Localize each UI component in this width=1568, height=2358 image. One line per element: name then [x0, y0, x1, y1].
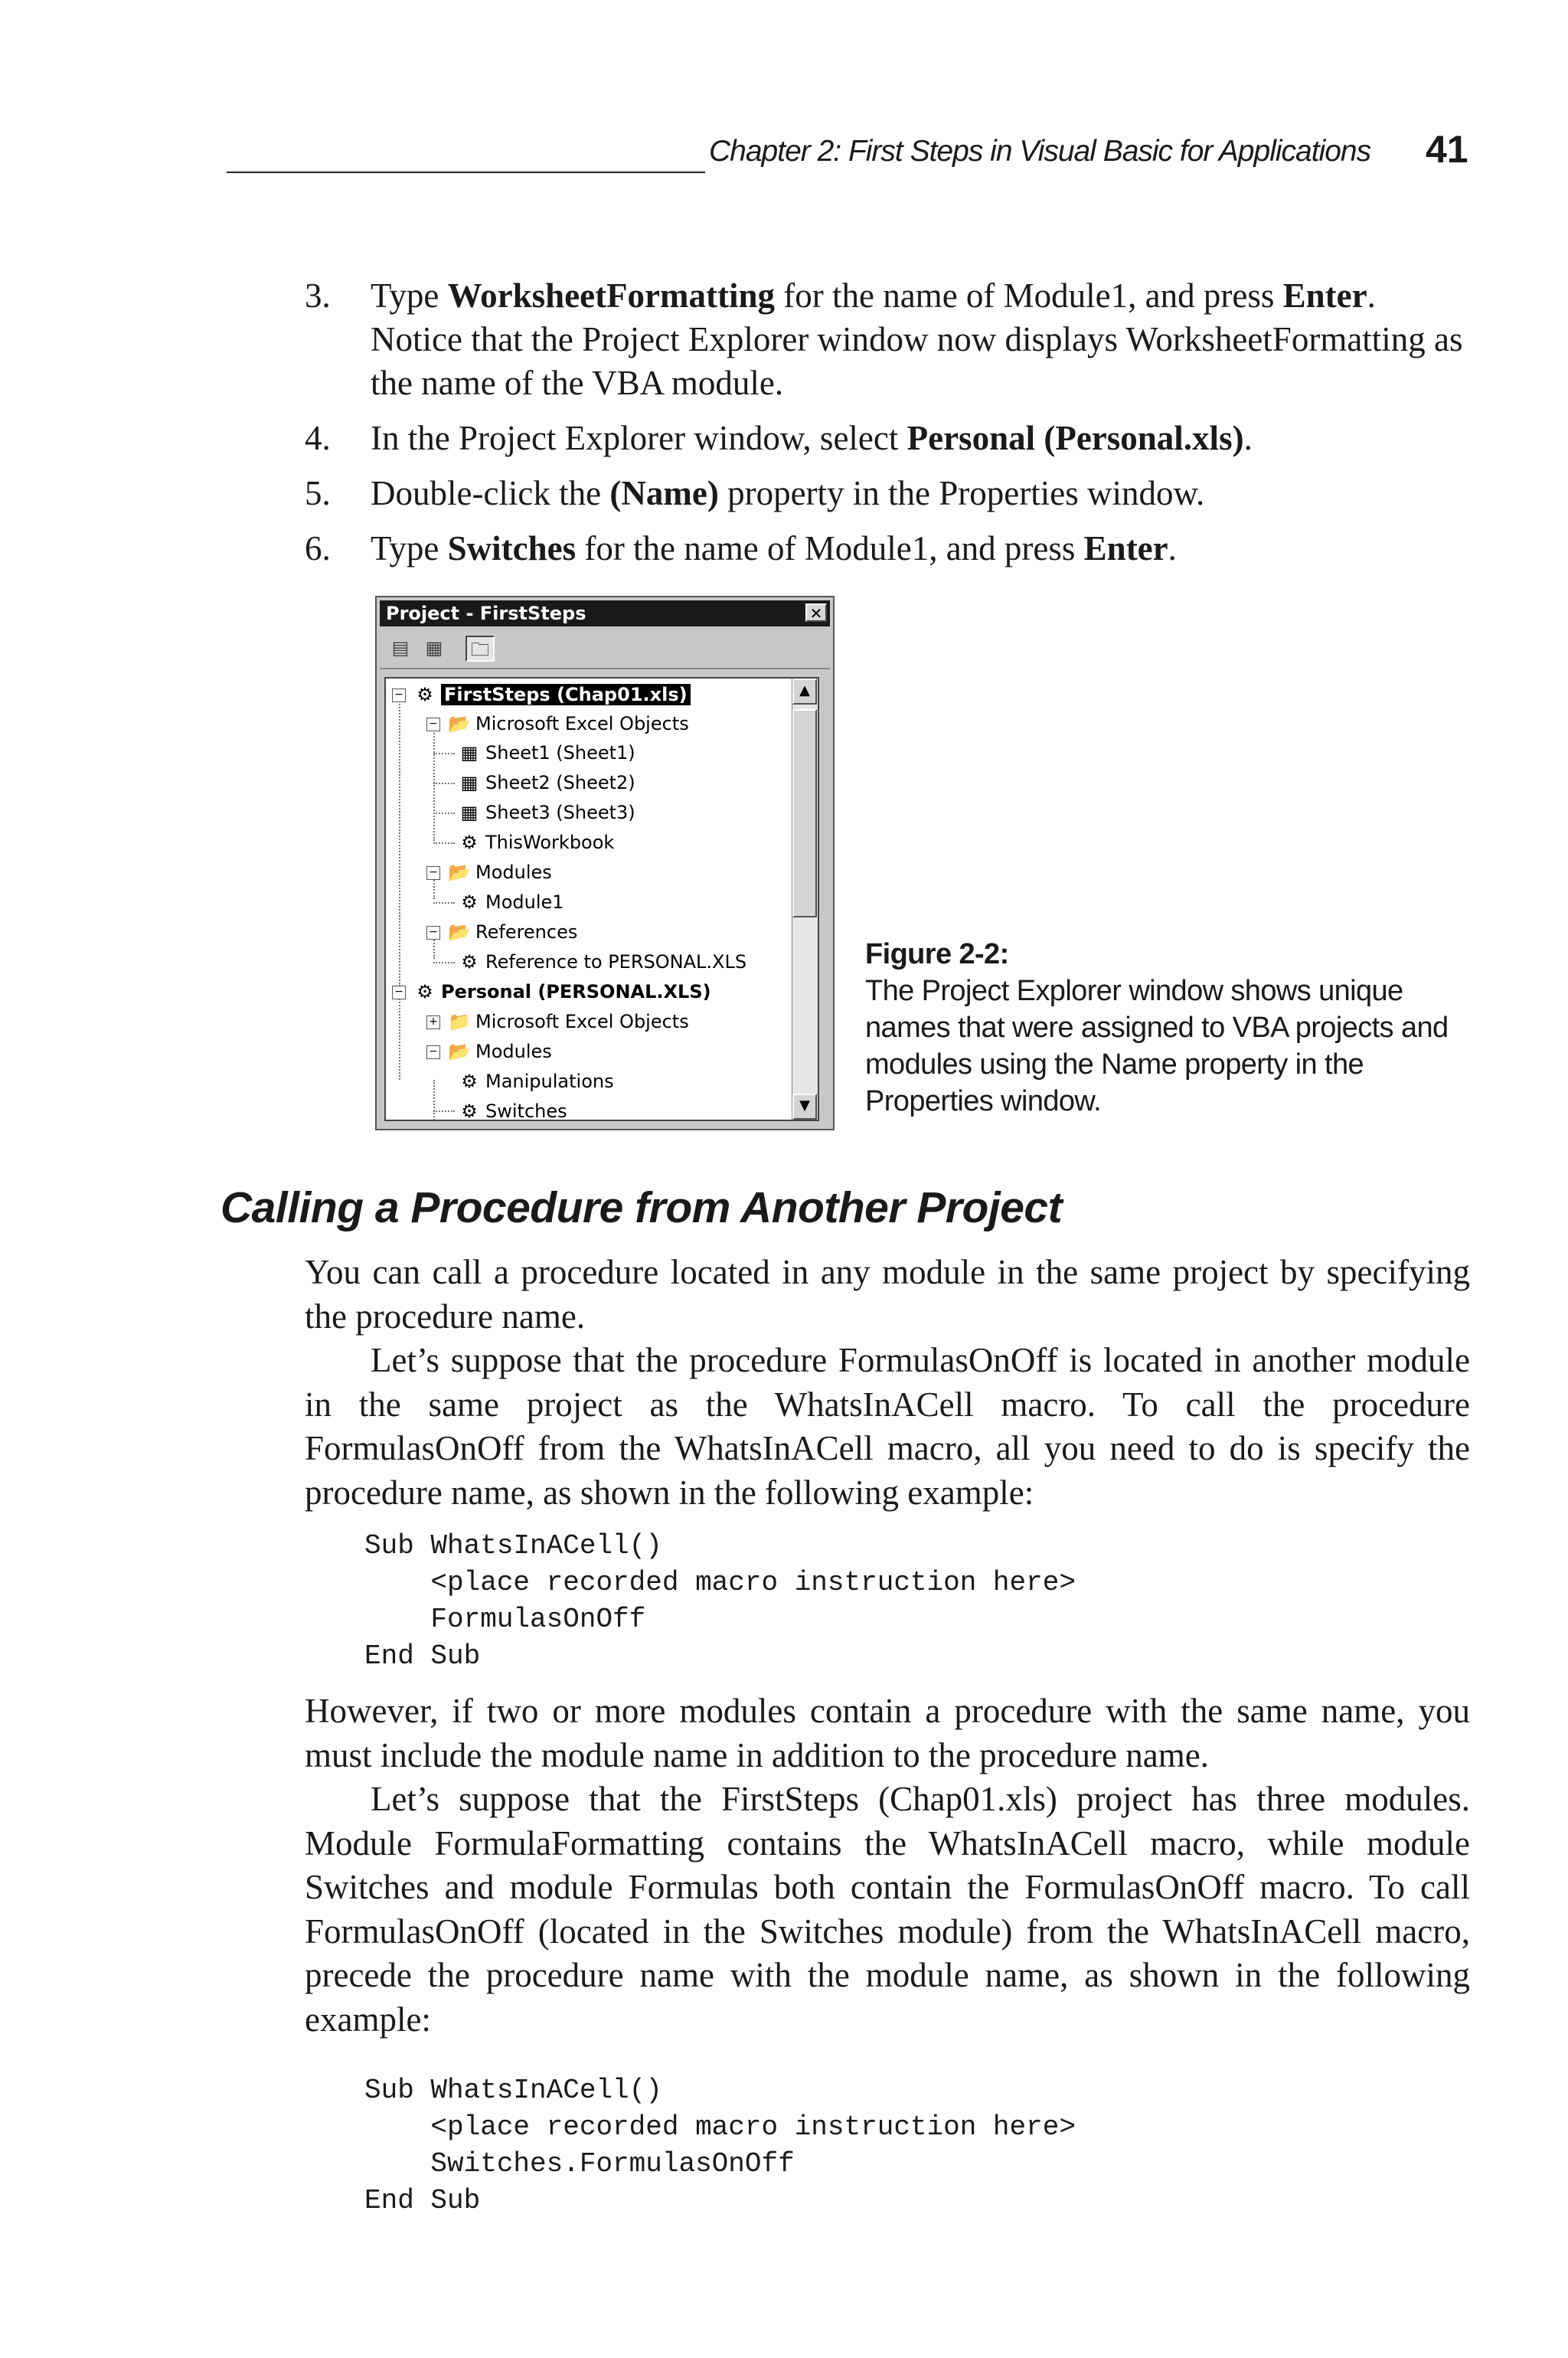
- expand-icon[interactable]: +: [426, 1015, 440, 1029]
- step-text: Type: [371, 529, 448, 567]
- module-icon: ⚙: [461, 1071, 478, 1092]
- tree-node-label: References: [475, 921, 578, 943]
- tree-node-sheet3[interactable]: [458, 798, 635, 827]
- tree-connector: [433, 842, 455, 844]
- tree-node-firststeps-project[interactable]: [392, 680, 691, 709]
- code-block-1: Sub WhatsInACell() <place recorded macro instruction here> FormulasOnOff End Sub: [364, 1530, 1076, 1672]
- tree-node-label: Personal (PERSONAL.XLS): [441, 981, 711, 1002]
- step-bold-term: Personal (Personal.xls): [906, 419, 1244, 457]
- tree-node-label: Reference to PERSONAL.XLS: [485, 951, 747, 973]
- step-text: .: [1168, 529, 1177, 567]
- toggle-folders-button[interactable]: 🗀: [466, 636, 495, 662]
- collapse-icon[interactable]: −: [426, 926, 440, 940]
- collapse-icon[interactable]: −: [426, 866, 440, 880]
- collapse-icon[interactable]: −: [392, 986, 406, 999]
- vba-project-icon: ⚙: [416, 684, 433, 705]
- tree-connector: [433, 962, 455, 963]
- paragraph-4: Let’s suppose that the FirstSteps (Chap01.xls) project has three modules. Module FormulaFormatting contains the WhatsInACell macro, while module Switches and module Formulas both contain the FormulasOnOff macro. To call FormulasOnOff (located in the Switches module) from the WhatsInACell macro, precede the procedure name with the module name, as shown in the following example:: [305, 1780, 1470, 2039]
- tree-node-excel-objects[interactable]: [426, 709, 689, 738]
- step-text: .: [1243, 419, 1253, 457]
- step-text: Double-click the: [371, 474, 610, 512]
- tree-node-references[interactable]: [426, 917, 577, 947]
- tree-node-switches[interactable]: [458, 1097, 567, 1121]
- vertical-scrollbar[interactable]: [792, 677, 819, 1121]
- step-text: Type: [371, 276, 448, 315]
- explorer-toolbar: [380, 630, 830, 669]
- tree-connector: [433, 902, 455, 904]
- tree-connector: [433, 1080, 435, 1121]
- step-6: [305, 527, 1468, 571]
- page-number: 41: [1426, 128, 1468, 171]
- tree-node-label: Module1: [485, 891, 564, 913]
- paragraph-3: However, if two or more modules contain a procedure with the same name, you must include the module name in addition to the procedure name.: [305, 1692, 1470, 1774]
- tree-node-modules[interactable]: [426, 858, 552, 887]
- step-text: for the name of Module1, and press: [576, 529, 1084, 567]
- worksheet-icon: ▦: [460, 772, 479, 793]
- view-object-button[interactable]: ▦: [425, 637, 443, 659]
- tree-node-label: Sheet2 (Sheet2): [485, 772, 635, 793]
- tree-node-personal-project[interactable]: [392, 977, 711, 1006]
- step-number: 6.: [305, 529, 331, 567]
- view-code-button[interactable]: ▤: [391, 637, 410, 659]
- step-text: for the name of Module1, and press: [775, 276, 1283, 315]
- tree-node-label: ThisWorkbook: [485, 832, 615, 853]
- step-number: 5.: [305, 474, 331, 512]
- figure-label: Figure 2-2:: [865, 938, 1009, 970]
- tree-node-reference-personal[interactable]: [458, 947, 746, 976]
- step-text: property in the Properties window.: [718, 474, 1205, 512]
- worksheet-icon: ▦: [460, 742, 479, 764]
- step-bold-term: Enter: [1282, 276, 1367, 315]
- tree-node-sheet2[interactable]: [458, 768, 635, 797]
- closed-folder-icon: 📁: [448, 1011, 471, 1032]
- collapse-icon[interactable]: −: [392, 688, 406, 702]
- vba-project-icon: ⚙: [416, 981, 433, 1002]
- open-folder-icon: 📂: [448, 1041, 471, 1062]
- section-heading: Calling a Procedure from Another Project: [220, 1183, 1063, 1232]
- collapse-icon[interactable]: −: [426, 718, 440, 731]
- tree-node-label: Microsoft Excel Objects: [475, 713, 689, 734]
- tree-node-label: Sheet1 (Sheet1): [485, 742, 635, 764]
- steps-list: [305, 274, 1468, 582]
- step-bold-term: WorksheetFormatting: [447, 276, 776, 315]
- tree-connector: [433, 753, 455, 754]
- tree-node-personal-modules[interactable]: [426, 1037, 552, 1066]
- tree-node-label: Manipulations: [485, 1071, 614, 1092]
- workbook-icon: ⚙: [461, 832, 478, 853]
- tree-node-label: Modules: [475, 862, 552, 883]
- tree-node-module1[interactable]: [458, 888, 564, 917]
- scroll-up-button[interactable]: ▲: [792, 679, 817, 705]
- window-title-bar: [380, 600, 830, 626]
- tree-node-label: Modules: [475, 1041, 552, 1062]
- tree-node-label: Microsoft Excel Objects: [475, 1011, 689, 1032]
- scroll-down-button[interactable]: ▼: [792, 1094, 817, 1120]
- scroll-thumb[interactable]: [792, 709, 817, 917]
- step-5: [305, 472, 1468, 515]
- chapter-title: Chapter 2: First Steps in Visual Basic for Applications: [709, 135, 1371, 168]
- close-button[interactable]: ✕: [805, 603, 827, 622]
- step-number: 4.: [305, 419, 331, 457]
- figure-caption: [865, 936, 1478, 1120]
- tree-node-sheet1[interactable]: [458, 738, 635, 767]
- tree-connector: [433, 783, 455, 784]
- step-bold-term: (Name): [609, 474, 719, 512]
- step-3: [305, 274, 1468, 405]
- step-number: 3.: [305, 276, 331, 315]
- open-folder-icon: 📂: [448, 921, 471, 943]
- window-title: Project - FirstSteps: [386, 603, 586, 624]
- project-explorer-window: [375, 596, 835, 1130]
- step-text: . Notice that the Project Explorer window now displays WorksheetFormatting as the name of the VBA module.: [371, 276, 1463, 402]
- tree-node-label: Sheet3 (Sheet3): [485, 802, 635, 823]
- step-text: In the Project Explorer window, select: [371, 419, 907, 457]
- project-tree: [384, 677, 792, 1121]
- tree-node-label: Switches: [485, 1101, 567, 1121]
- code-block-2: Sub WhatsInACell() <place recorded macro instruction here> Switches.FormulasOnOff End Sub: [364, 2075, 1076, 2216]
- tree-node-manipulations[interactable]: [458, 1067, 614, 1096]
- open-folder-icon: 📂: [448, 713, 471, 734]
- tree-node-label: FirstSteps (Chap01.xls): [441, 684, 691, 705]
- paragraph-1: You can call a procedure located in any module in the same project by specifying the procedure name.: [305, 1253, 1470, 1336]
- reference-icon: ⚙: [461, 951, 478, 973]
- tree-connector: [433, 813, 455, 814]
- module-icon: ⚙: [461, 891, 478, 913]
- tree-node-personal-excel-objects[interactable]: [426, 1007, 689, 1036]
- module-icon: ⚙: [461, 1101, 478, 1121]
- step-bold-term: Enter: [1083, 529, 1168, 567]
- open-folder-icon: 📂: [448, 862, 471, 883]
- tree-node-thisworkbook[interactable]: [458, 828, 614, 857]
- figure-caption-text: The Project Explorer window shows unique names that were assigned to VBA projects and modules using the Name property in the Properties window.: [865, 975, 1449, 1117]
- step-4: [305, 417, 1468, 460]
- step-bold-term: Switches: [447, 529, 577, 567]
- header-rule: [227, 172, 705, 173]
- collapse-icon[interactable]: −: [426, 1045, 440, 1059]
- tree-connector: [433, 1110, 455, 1112]
- worksheet-icon: ▦: [460, 802, 479, 823]
- tree-connector: [399, 695, 400, 986]
- paragraph-2: Let’s suppose that the procedure FormulasOnOff is located in another module in the same project as the WhatsInACell macro. To call the procedure FormulasOnOff from the WhatsInACell macro, all you need to do is specify the procedure name, as shown in the following example:: [305, 1341, 1470, 1512]
